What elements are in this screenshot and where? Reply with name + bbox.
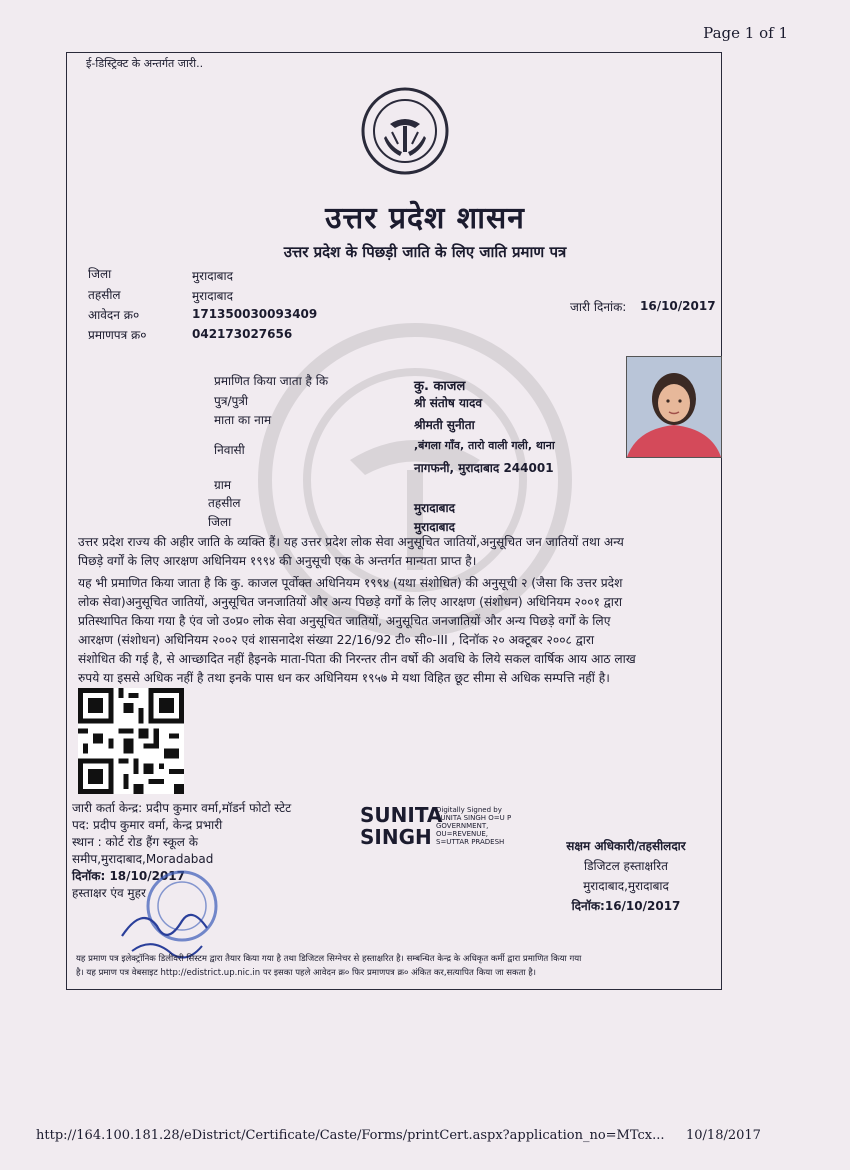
certified-label: प्रमाणित किया जाता है कि xyxy=(214,374,329,388)
print-date: 10/18/2017 xyxy=(686,1128,761,1143)
seal-stamp-icon xyxy=(112,866,222,966)
paragraph-line: यह भी प्रमाणित किया जाता है कि कु. काजल पूर्वोक्त अधिनियम १९९४ (यथा संशोधित) की अनुसूची २ (जैसा कि उत्तर प्रदेश xyxy=(78,576,623,590)
applicant-photo xyxy=(626,356,722,458)
footer-note xyxy=(76,952,716,980)
officer-block xyxy=(536,836,716,916)
application-label: आवेदन क्र० xyxy=(88,308,140,322)
issue-date-label: जारी दिनांक: xyxy=(570,300,627,314)
signer-name-line2: SINGH xyxy=(360,825,432,849)
signer-name xyxy=(360,804,442,848)
parent-label: पुत्र/पुत्री xyxy=(214,394,249,408)
paragraph-line: प्रतिस्थापित किया गया है एंव जो उ०प्र० लोक सेवा अनुसूचित जातियों, अनुसूचित जनजातियों और अन्य पिछड़े वर्गों के लिए xyxy=(78,614,611,628)
person-district-value: मुरादाबाद xyxy=(414,520,456,534)
person-tehsil-label: तहसील xyxy=(208,496,241,510)
person-tehsil-value: मुरादाबाद xyxy=(414,501,456,515)
person-district-label: जिला xyxy=(208,515,232,529)
tehsil-label: तहसील xyxy=(88,288,121,302)
resident-label: निवासी xyxy=(214,443,245,457)
mother-value: श्रीमती सुनीता xyxy=(414,418,475,432)
issue-date-value: 16/10/2017 xyxy=(640,299,716,313)
paragraph-line: संशोधित की गई है, से आच्छादित नहीं हैइनके माता-पिता की निरन्तर तीन वर्षो की अवधि के लिये सकल वार्षिक आय आठ लाख xyxy=(78,652,636,666)
certificate-subtitle: उत्तर प्रदेश के पिछड़ी जाति के लिए जाति प्रमाण पत्र xyxy=(283,243,567,261)
certificate-label: प्रमाणपत्र क्र० xyxy=(88,328,147,342)
certification-paragraph xyxy=(78,574,710,688)
mother-label: माता का नाम xyxy=(214,413,272,427)
village-label: ग्राम xyxy=(214,478,232,492)
page-number: Page 1 of 1 xyxy=(703,24,788,42)
issuer-sign-label: हस्ताक्षर एंव मुहर xyxy=(72,886,146,900)
signer-name-line1: SUNITA xyxy=(360,803,443,827)
issuer-place-line2: समीप,मुरादाबाद,Moradabad xyxy=(72,852,214,866)
caste-paragraph xyxy=(78,533,710,571)
resident-line1: ,बंगला गाँव, तारो वाली गली, थाना xyxy=(414,439,555,452)
sig-detail-line: SUNITA SINGH O=U P xyxy=(436,814,512,822)
paragraph-line: रुपये या इससे अधिक नहीं है तथा इनके पास धन कर अधिनियम १९५७ मे यथा विहित छूट सीमा से अधिक सम्पत्ति नहीं है। xyxy=(78,671,610,685)
district-value: मुरादाबाद xyxy=(192,269,234,283)
issued-under-note: ई-डिस्ट्रिक्ट के अन्तर्गत जारी.. xyxy=(86,57,204,70)
sig-detail-line: S=UTTAR PRADESH xyxy=(436,838,505,846)
page-title: उत्तर प्रदेश शासन xyxy=(325,201,525,236)
officer-place: मुरादाबाद,मुरादाबाद xyxy=(583,879,669,893)
application-number: 171350030093409 xyxy=(192,307,318,321)
issuer-place-line1: स्थान : कोर्ट रोड हैंग स्कूल के xyxy=(72,835,198,849)
paragraph-line: पिछड़े वर्गों के लिए आरक्षण अधिनियम १९९४ की अनुसूची एक के अन्तर्गत मान्यता प्राप्त है। xyxy=(78,554,477,568)
district-label: जिला xyxy=(88,267,112,281)
sig-detail-line: GOVERNMENT, xyxy=(436,822,489,830)
officer-date: दिनॉक:16/10/2017 xyxy=(571,899,681,913)
paragraph-line: आरक्षण (संशोधन) अधिनियम २००२ एवं शासनादेश संख्या 22/16/92 टी० सी०-III , दिनॉक २० अक्टूबर २००८ द्वारा xyxy=(78,633,595,647)
state-emblem-icon xyxy=(360,86,450,176)
print-url: http://164.100.181.28/eDistrict/Certificate/Caste/Forms/printCert.aspx?application_no=MTcx... xyxy=(36,1128,665,1143)
qr-code-icon xyxy=(78,688,184,794)
officer-digital: डिजिटल हस्ताक्षरित xyxy=(584,859,668,873)
issuer-center: जारी कर्ता केन्द्र: प्रदीप कुमार वर्मा,मॉडर्न फोटो स्टेट xyxy=(72,801,292,815)
issuer-date: दिनॉक: 18/10/2017 xyxy=(72,869,186,883)
parent-value: श्री संतोष यादव xyxy=(414,396,483,410)
paragraph-line: उत्तर प्रदेश राज्य की अहीर जाति के व्यक्ति हैं। यह उत्तर प्रदेश लोक सेवा अनुसूचित जातियों,अनुसूचित जन जातियों तथा अन्य xyxy=(78,535,624,549)
footer-line1: यह प्रमाण पत्र इलेक्ट्रॉनिक डिलीवरी सिस्टम द्वारा तैयार किया गया है तथा डिजिटल सिग्नेचर से हस्ताक्षरित है। सम्बन्धित केन्द्र के अधिकृत कर्मी द्वारा प्रमाणित किया गया xyxy=(76,954,582,964)
officer-title: सक्षम अधिकारी/तहसीलदार xyxy=(566,839,686,853)
issuer-post: पद: प्रदीप कुमार वर्मा, केन्द्र प्रभारी xyxy=(72,818,223,832)
certificate-number: 042173027656 xyxy=(192,327,293,341)
sig-detail-line: Digitally Signed by xyxy=(436,806,502,814)
digital-signature-detail xyxy=(436,806,511,846)
person-name: कु. काजल xyxy=(414,379,466,394)
paragraph-line: लोक सेवा)अनुसूचित जातियों, अनुसूचित जनजातियों और अन्य पिछड़े वर्गों के लिए आरक्षण (संशोधन) अधिनियम २००१ द्वारा xyxy=(78,595,623,609)
footer-line2: है। यह प्रमाण पत्र वेबसाइट http://edistrict.up.nic.in पर इसका पहले आवेदन क्र० फिर प्रमाणपत्र क्र० अंकित कर,सत्यापित किया जा सकता है। xyxy=(76,968,537,978)
sig-detail-line: OU=REVENUE, xyxy=(436,830,489,838)
tehsil-value: मुरादाबाद xyxy=(192,289,234,303)
resident-line2: नागफनी, मुरादाबाद 244001 xyxy=(414,461,554,475)
